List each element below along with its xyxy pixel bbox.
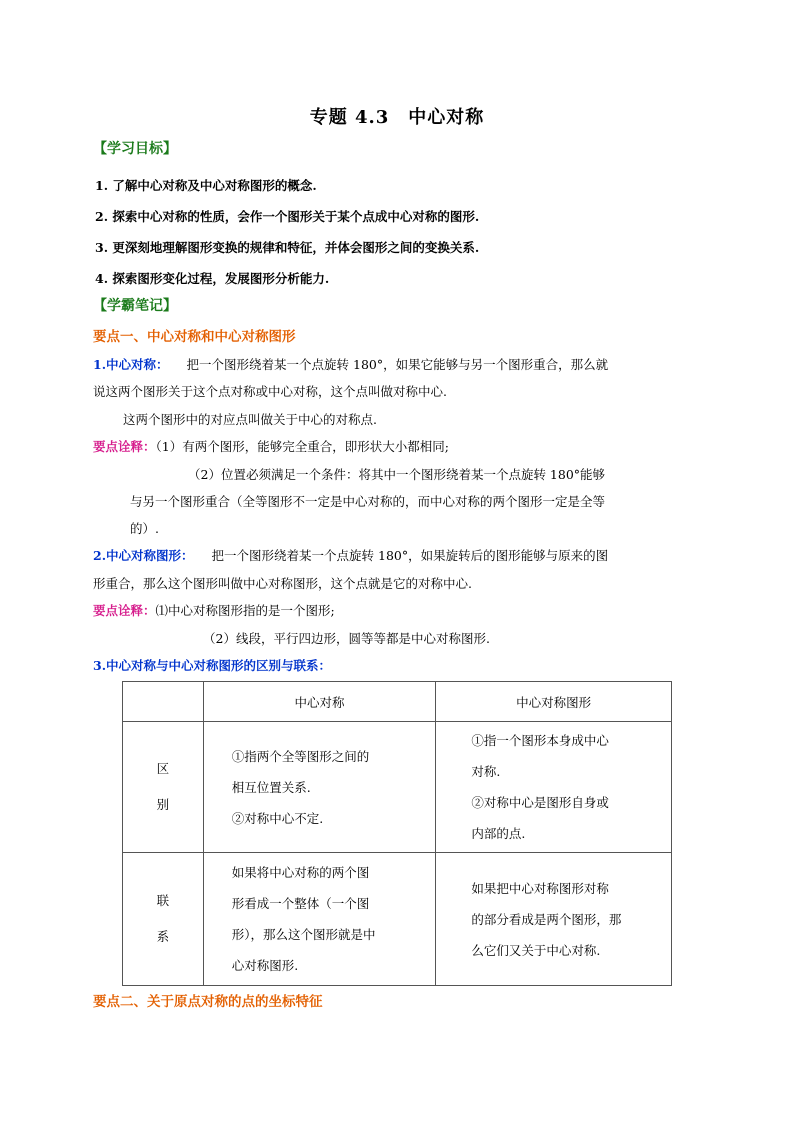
note1-text-1: （1）有两个图形，能够完全重合，即形状大小都相同;	[155, 439, 449, 454]
cell-difference-centrosymmetric-figure: ①指一个图形本身成中心 对称. ②对称中心是图形自身或 内部的点.	[436, 722, 672, 853]
def2-text-1: 把一个图形绕着某一个点旋转 180°，如果旋转后的图形能够与原来的图	[211, 548, 609, 563]
def1-line3: 这两个图形中的对应点叫做关于中心的对称点.	[123, 412, 377, 427]
comparison-table	[122, 681, 672, 986]
notes-heading: 【学霸笔记】	[93, 298, 177, 314]
note2-line1	[93, 601, 335, 619]
row-label-connection: 联 系	[123, 853, 204, 986]
note1-line3: 与另一个图形重合（全等图形不一定是中心对称的，而中心对称的两个图形一定是全等	[130, 494, 606, 509]
objective-item-1: 1. 了解中心对称及中心对称图形的概念.	[95, 178, 317, 193]
table-row-difference	[123, 722, 672, 853]
def1-line1	[93, 355, 608, 373]
def2-line1	[93, 546, 608, 564]
table-row-connection	[123, 853, 672, 986]
row-label-difference: 区 别	[123, 722, 204, 853]
def1-text-1: 把一个图形绕着某一个点旋转 180°，如果它能够与另一个图形重合，那么就	[186, 357, 609, 372]
note2-label: 要点诠释：	[93, 603, 156, 618]
note2-line2: （2）线段，平行四边形，圆等等都是中心对称图形.	[203, 631, 490, 646]
page-title: 专题 4.3 中心对称	[309, 107, 485, 128]
objective-item-4: 4. 探索图形变化过程，发展图形分析能力.	[95, 271, 330, 286]
note1-line2: （2）位置必须满足一个条件：将其中一个图形绕着某一个点旋转 180°能够	[188, 467, 606, 482]
note2-text-1: ⑴中心对称图形指的是一个图形;	[155, 603, 335, 618]
def1-line2: 说这两个图形关于这个点对称或中心对称，这个点叫做对称中心.	[93, 384, 447, 399]
table-header-central-symmetry: 中心对称	[203, 682, 436, 722]
def3-heading: 3.中心对称与中心对称图形的区别与联系：	[93, 658, 332, 673]
cell-difference-central-symmetry: ①指两个全等图形之间的 相互位置关系. ②对称中心不定.	[203, 722, 436, 853]
note1-line1	[93, 437, 449, 455]
table-header-corner	[123, 682, 204, 722]
cell-connection-central-symmetry: 如果将中心对称的两个图 形看成一个整体（一个图 形），那么这个图形就是中 心对称图形.	[203, 853, 436, 986]
def1-label: 1.中心对称：	[93, 357, 169, 372]
table-header-row	[123, 682, 672, 722]
table-header-centrosymmetric-figure: 中心对称图形	[436, 682, 672, 722]
note1-label: 要点诠释：	[93, 439, 156, 454]
def2-label: 2.中心对称图形：	[93, 548, 194, 563]
def2-line2: 形重合，那么这个图形叫做中心对称图形，这个点就是它的对称中心.	[93, 576, 472, 591]
cell-connection-centrosymmetric-figure: 如果把中心对称图形对称 的部分看成是两个图形，那 么它们又关于中心对称.	[436, 853, 672, 986]
point1-heading: 要点一、中心对称和中心对称图形	[93, 329, 296, 345]
objective-item-2: 2. 探索中心对称的性质，会作一个图形关于某个点成中心对称的图形.	[95, 209, 480, 224]
point2-heading: 要点二、关于原点对称的点的坐标特征	[93, 994, 323, 1010]
objectives-heading: 【学习目标】	[93, 141, 177, 157]
note1-line4: 的）.	[130, 521, 159, 536]
objective-item-3: 3. 更深刻地理解图形变换的规律和特征，并体会图形之间的变换关系.	[95, 240, 480, 255]
